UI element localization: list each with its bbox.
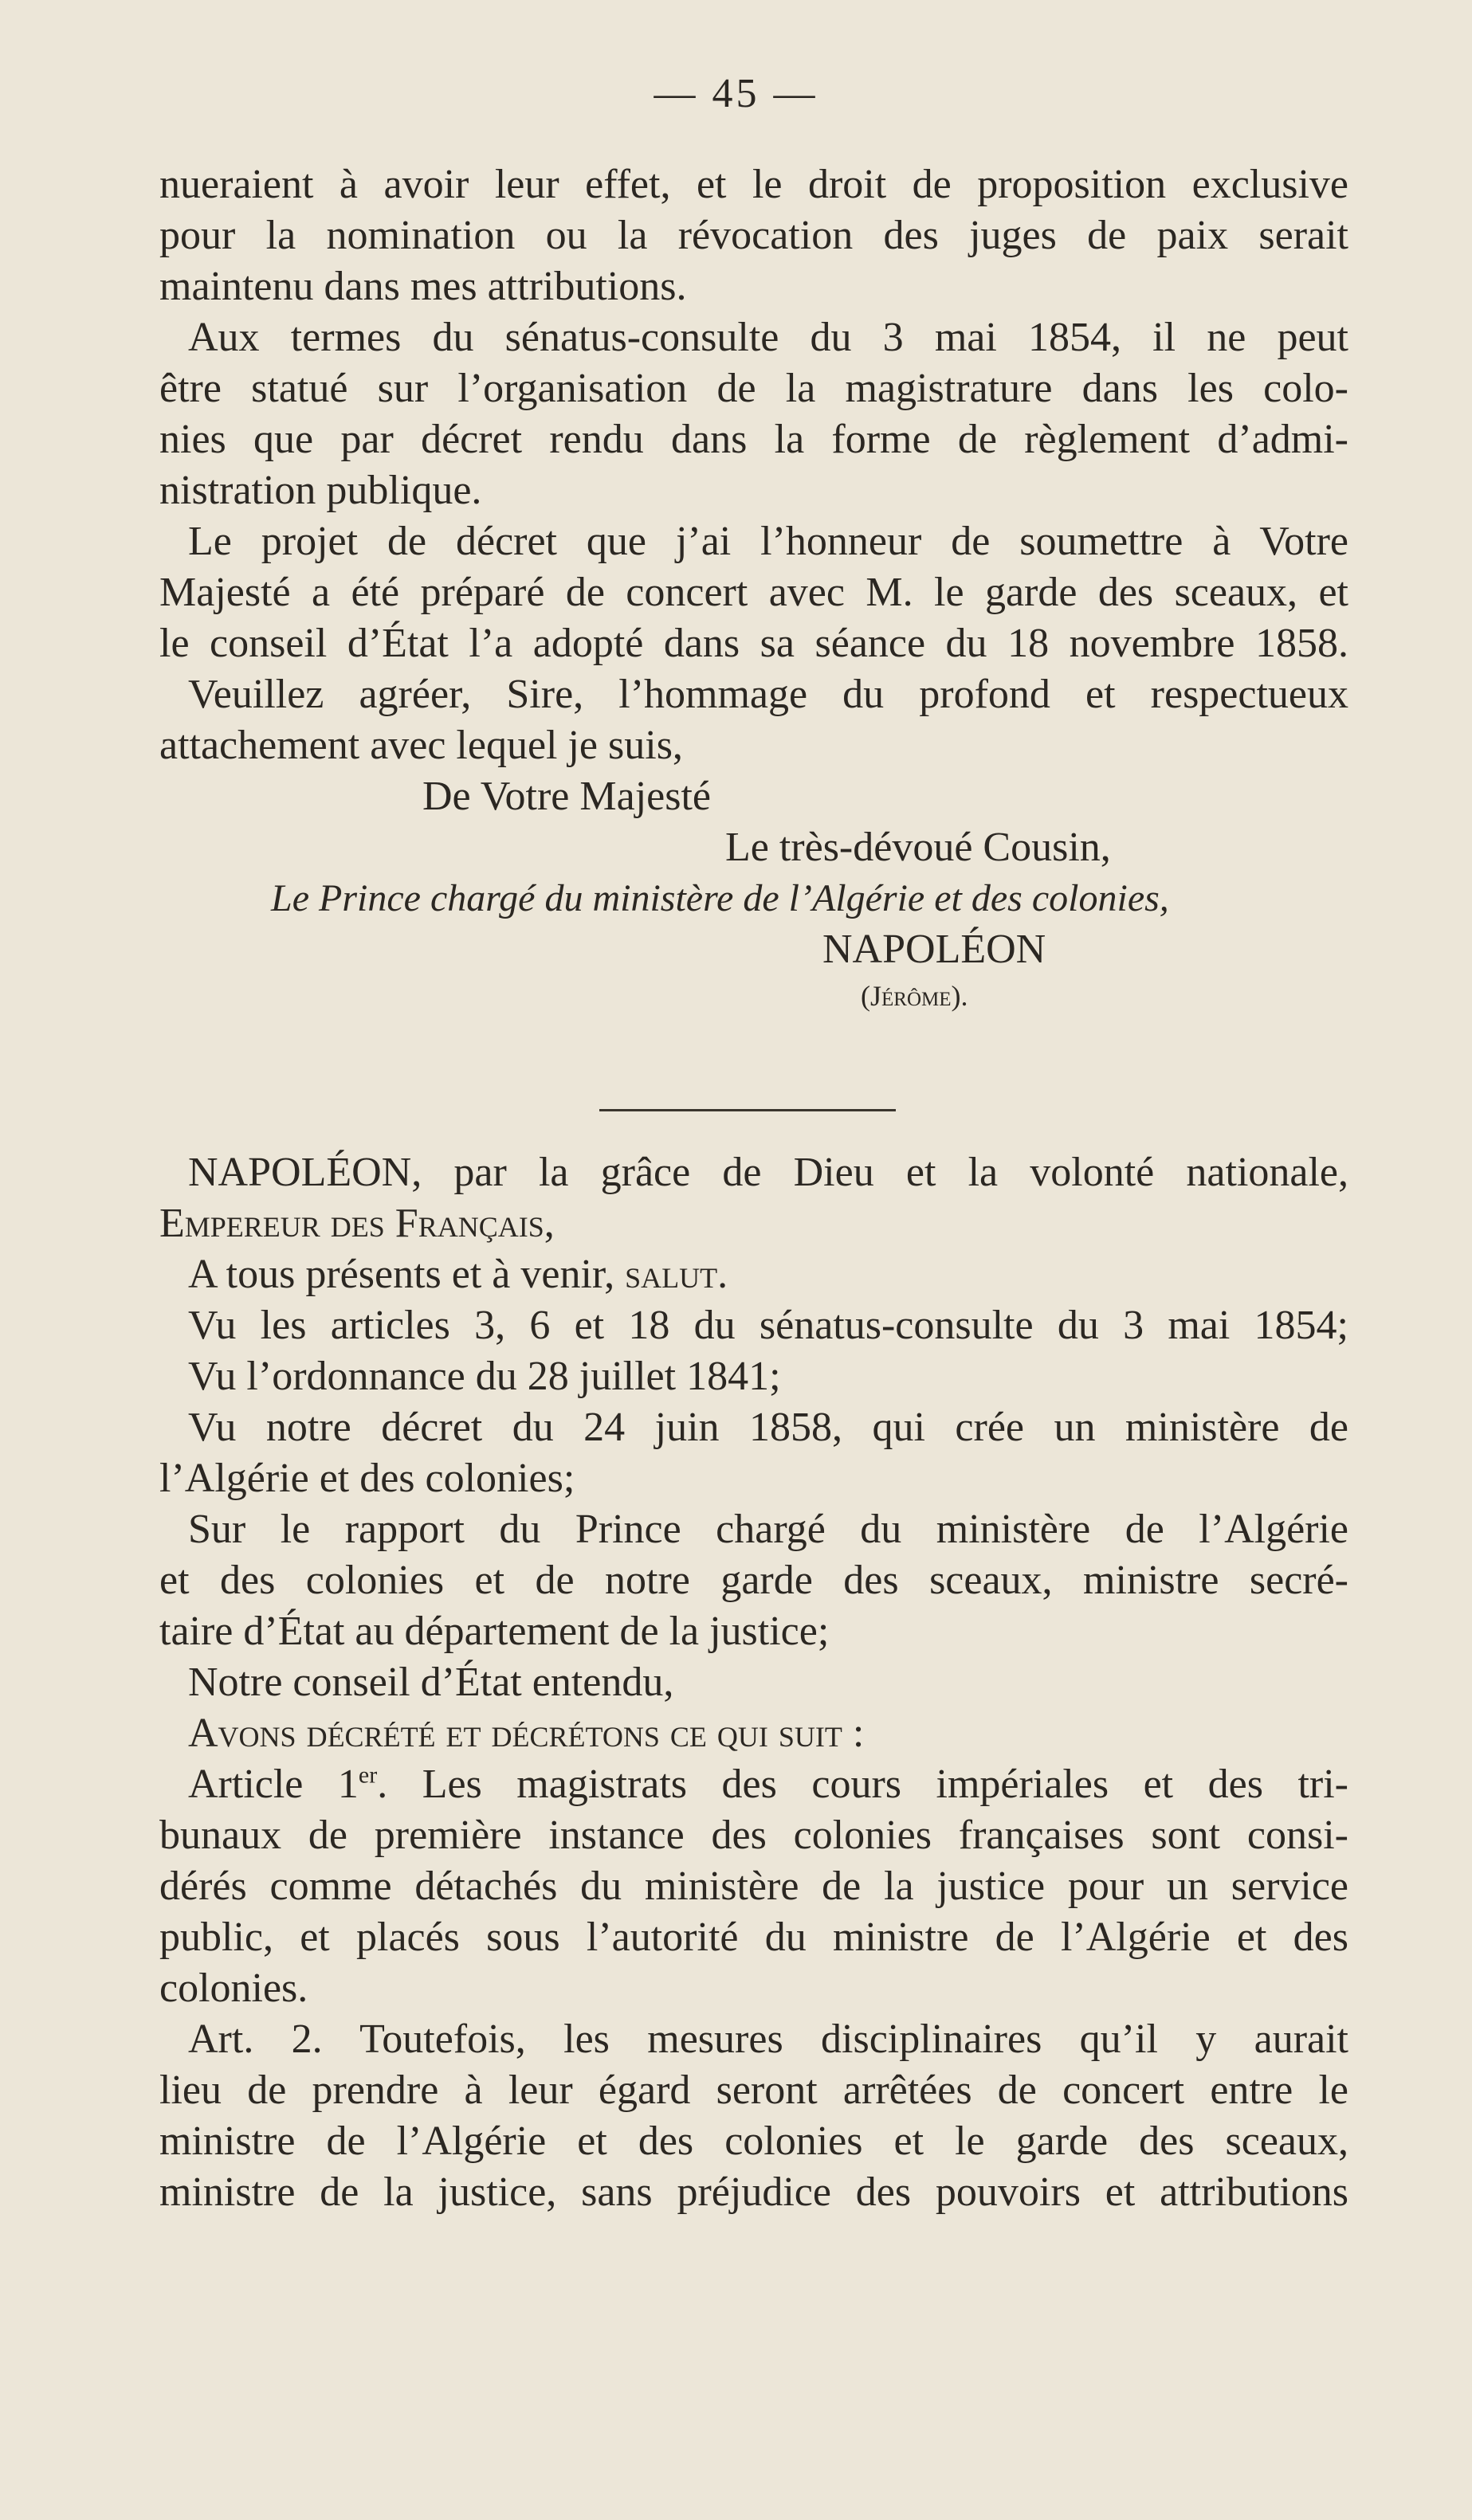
signature-block bbox=[159, 771, 1348, 1017]
text-line: ministre de la justice, sans préjudice des pouvoirs et attributions bbox=[159, 2169, 1348, 2215]
text-line: Vu l’ordonnance du 28 juillet 1841; bbox=[188, 1354, 781, 1399]
signatory-name: NAPOLÉON bbox=[822, 927, 1046, 972]
text-line: Sur le rapport du Prince chargé du ministère de l’Algérie bbox=[188, 1507, 1348, 1552]
decree-heading: NAPOLÉON, par la grâce de Dieu et la volonté nationale, bbox=[188, 1150, 1348, 1195]
text-line: attachement avec lequel je suis, bbox=[159, 723, 683, 768]
emperor-title: Empereur des Français, bbox=[159, 1201, 555, 1246]
text-line: lieu de prendre à leur égard seront arrêtées de concert entre le bbox=[159, 2067, 1348, 2113]
report-text bbox=[159, 159, 1348, 771]
article-1-line: Article 1er. Les magistrats des cours impériales et des tri- bbox=[188, 1762, 1348, 1807]
text-line: nistration publique. bbox=[159, 468, 482, 513]
text-line: être statué sur l’organisation de la magistrature dans les colo- bbox=[159, 366, 1348, 411]
text-line: public, et placés sous l’autorité du ministre de l’Algérie et des bbox=[159, 1914, 1348, 1960]
closing-title: Le Prince chargé du ministère de l’Algérie et des colonies, bbox=[271, 877, 1169, 919]
text-line: dérés comme détachés du ministère de la justice pour un service bbox=[159, 1864, 1348, 1909]
text-line: nueraient à avoir leur effet, et le droit de proposition exclusive bbox=[159, 162, 1348, 207]
text-line: maintenu dans mes attributions. bbox=[159, 264, 687, 309]
decree-text bbox=[159, 1147, 1348, 2218]
text-line: Le projet de décret que j’ai l’honneur de soumettre à Votre bbox=[188, 519, 1348, 564]
text-line: Vu les articles 3, 6 et 18 du sénatus-consulte du 3 mai 1854; bbox=[188, 1303, 1348, 1348]
text-line: et des colonies et de notre garde des sceaux, ministre secré- bbox=[159, 1558, 1348, 1603]
closing-majesty: De Votre Majesté bbox=[422, 774, 711, 819]
text-line: Notre conseil d’État entendu, bbox=[188, 1660, 674, 1705]
text-line: le conseil d’État l’a adopté dans sa séance du 18 novembre 1858. bbox=[159, 621, 1348, 666]
text-line: Art. 2. Toutefois, les mesures disciplinaires qu’il y aurait bbox=[188, 2016, 1348, 2062]
text-line: Veuillez agréer, Sire, l’hommage du profond et respectueux bbox=[188, 672, 1348, 717]
text-line: Majesté a été préparé de concert avec M. le garde des sceaux, et bbox=[159, 570, 1348, 615]
text-line: l’Algérie et des colonies; bbox=[159, 1456, 575, 1501]
text-line: bunaux de première instance des colonies françaises sont consi- bbox=[159, 1813, 1348, 1858]
text-line: Vu notre décret du 24 juin 1858, qui crée un ministère de bbox=[188, 1405, 1348, 1450]
text-line: Aux termes du sénatus-consulte du 3 mai 1854, il ne peut bbox=[188, 315, 1348, 360]
closing-cousin: Le très-dévoué Cousin, bbox=[725, 825, 1111, 870]
text-line: ministre de l’Algérie et des colonies et le garde des sceaux, bbox=[159, 2118, 1348, 2164]
text-line: taire d’État au département de la justice; bbox=[159, 1609, 830, 1654]
signatory-subname: (Jérôme). bbox=[861, 980, 968, 1012]
text-line: pour la nomination ou la révocation des juges de paix serait bbox=[159, 213, 1348, 258]
page-number: — 45 — bbox=[654, 71, 818, 116]
decree-greeting: A tous présents et à venir, salut. bbox=[188, 1252, 728, 1297]
text-line: colonies. bbox=[159, 1965, 308, 2011]
separator-rule bbox=[599, 1109, 896, 1111]
text-line: nies que par décret rendu dans la forme de règlement d’admi- bbox=[159, 417, 1348, 462]
decree-formula: Avons décrété et décrétons ce qui suit : bbox=[188, 1711, 865, 1756]
